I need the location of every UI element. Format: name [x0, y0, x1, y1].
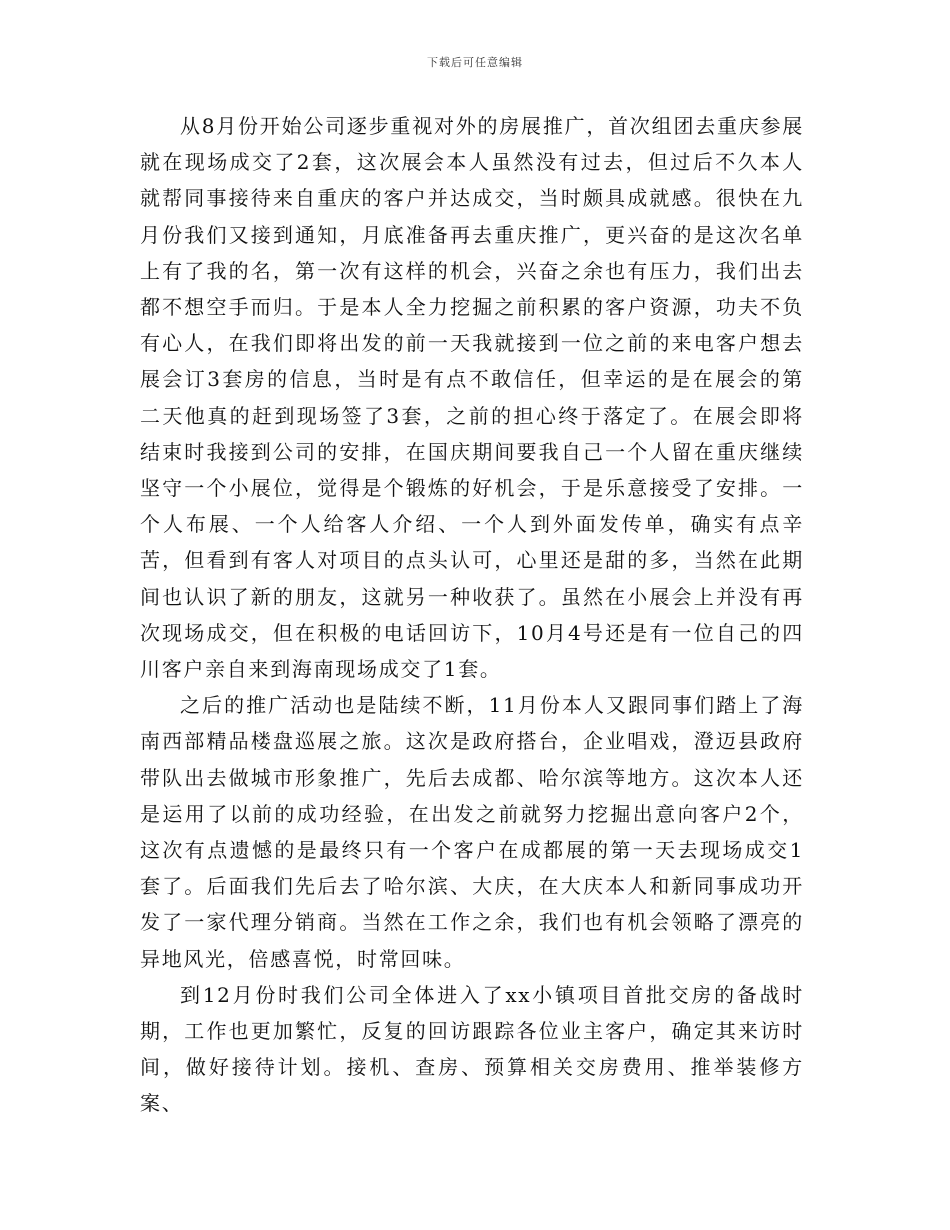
paragraph-1: 从8月份开始公司逐步重视对外的房展推广，首次组团去重庆参展就在现场成交了2套，这次展会本人虽然没有过去，但过后不久本人就帮同事接待来自重庆的客户并达成交，当时颇具成就感。很快在九月份我们又接到通知，月底准备再去重庆推广，更兴奋的是这次名单上有了我的名，第一次有这样的机会，兴奋之余也有压力，我们出去都不想空手而归。于是本人全力挖掘之前积累的客户资源，功夫不负有心人，在我们即将出发的前一天我就接到一位之前的来电客户想去展会订3套房的信息，当时是有点不敢信任，但幸运的是在展会的第二天他真的赶到现场签了3套，之前的担心终于落定了。在展会即将结束时我接到公司的安排，在国庆期间要我自己一个人留在重庆继续坚守一个小展位，觉得是个锻炼的好机会，于是乐意接受了安排。一个人布展、一个人给客人介绍、一个人到外面发传单，确实有点辛苦，但看到有客人对项目的点头认可，心里还是甜的多，当然在此期间也认识了新的朋友，这就另一种收获了。虽然在小展会上并没有再次现场成交，但在积极的电话回访下，10月4号还是有一位自己的四川客户亲自来到海南现场成交了1套。: [140, 114, 804, 682]
document-body: [140, 108, 804, 1122]
page-header: 下载后可任意编辑: [427, 56, 523, 69]
paragraph-2: 之后的推广活动也是陆续不断，11月份本人又跟同事们踏上了海南西部精品楼盘巡展之旅。这次是政府搭台，企业唱戏，澄迈县政府带队出去做城市形象推广，先后去成都、哈尔滨等地方。这次本人还是运用了以前的成功经验，在出发之前就努力挖掘出意向客户2个，这次有点遗憾的是最终只有一个客户在成都展的第一天去现场成交1套了。后面我们先后去了哈尔滨、大庆，在大庆本人和新同事成功开发了一家代理分销商。当然在工作之余，我们也有机会领略了漂亮的异地风光，倍感喜悦，时常回味。: [140, 693, 804, 971]
paragraph-3: 到12月份时我们公司全体进入了xx小镇项目首批交房的备战时期，工作也更加繁忙，反复的回访跟踪各位业主客户，确定其来访时间，做好接待计划。接机、查房、预算相关交房费用、推举装修方案、: [140, 982, 804, 1116]
